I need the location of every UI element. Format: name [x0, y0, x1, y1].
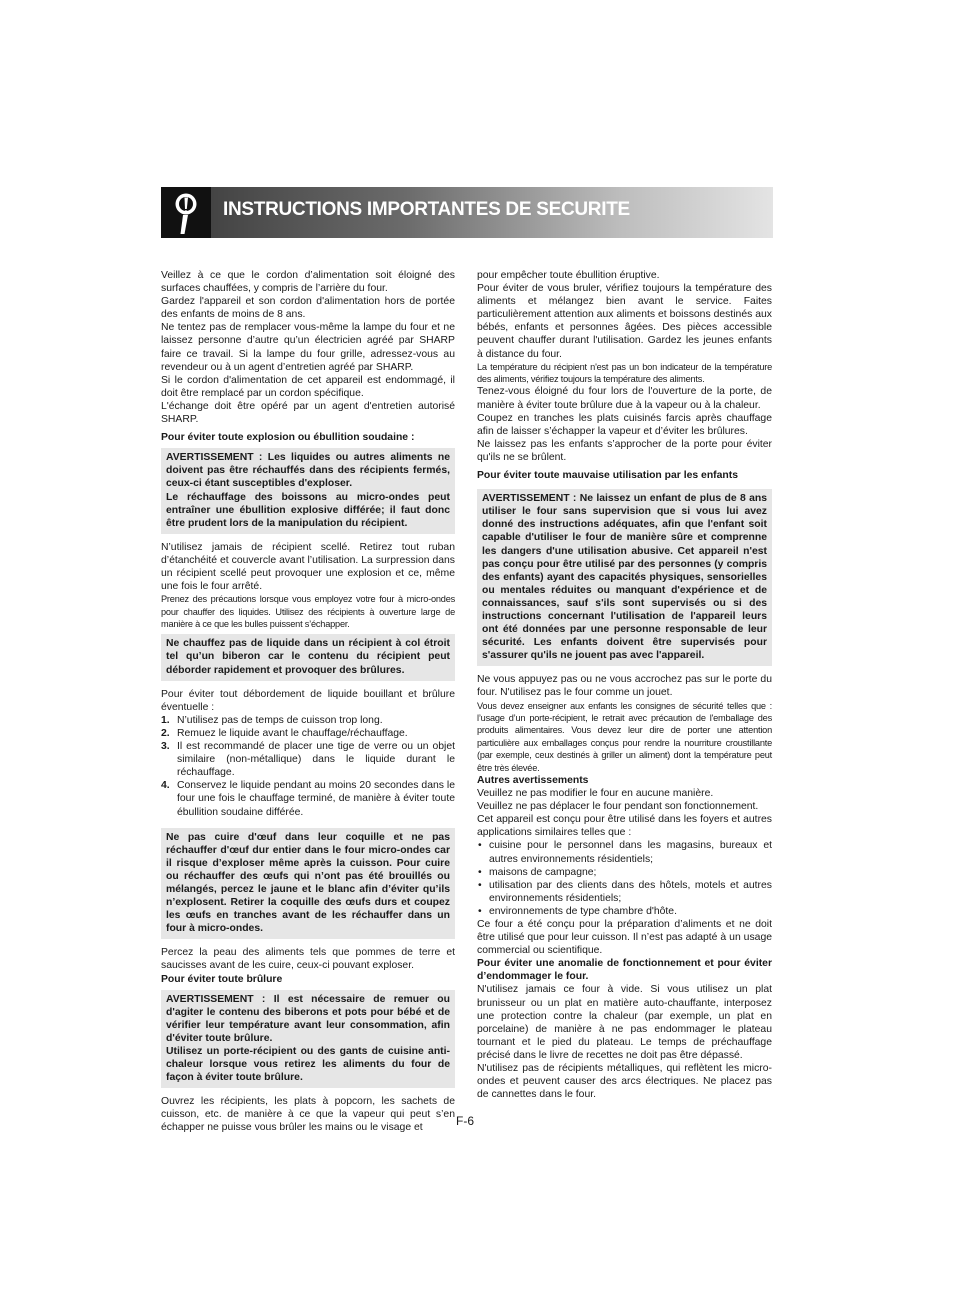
warning-text: AVERTISSEMENT : Il est nécessaire de remuer ou d'agiter le contenu des biberons et pots pour bébé et de vérifier leur température avant leur consommation, afin d'éviter toute brûlure. [166, 993, 450, 1044]
list-item [477, 839, 772, 865]
right-column [477, 269, 772, 1101]
warning-box [161, 990, 455, 1089]
list-item-text: cuisine pour le personnel dans les magasins, bureaux et autres environnements résidentiels; [489, 840, 772, 865]
section-heading: Pour éviter une anomalie de fonctionnement et pour éviter d’endommager le four. [477, 958, 772, 983]
warning-text: Ne pas cuire d'œuf dans leur coquille et ne pas réchauffer d'œuf dur entier dans le four micro-ondes car il risque d’exploser même après la cuisson. Pour cuire ou réchauffer des œufs qui n’ont pas été brouillés ou mélangés, percez le jaune et le blanc afin d’éviter qu’ils n’explosent. Retirer la coquille des œufs durs et coupez les œufs en tranches avant de les réchauffer dans un four à micro-ondes. [166, 831, 450, 935]
left-column [161, 269, 455, 1135]
paragraph: N'utilisez pas de récipients métalliques, qui reflètent les micro-ondes et peuvent causer des arcs électriques. Ne placez pas de cannettes dans le four. [477, 1063, 772, 1101]
paragraph: Ne vous appuyez pas ou ne vous accrochez pas sur le porte du four. N'utilisez pas le four comme un jouet. [477, 674, 772, 699]
section-heading: Pour éviter toute mauvaise utilisation par les enfants [477, 470, 738, 482]
numbered-list [161, 714, 455, 819]
warning-box [161, 448, 455, 534]
list-number: 1. [161, 714, 170, 726]
list-item [477, 905, 772, 918]
list-item [161, 740, 455, 779]
warning-text: Le réchauffage des boissons au micro-ondes peut entraîner une ébullition explosive différée; il faut donc être prudent lors de la manipulation du récipient. [166, 491, 450, 529]
paragraph: Veuillez ne pas modifier le four en aucune manière. [477, 788, 714, 800]
list-item-text: maisons de campagne; [489, 866, 597, 878]
bullet-list [477, 839, 772, 918]
page-number: F-6 [456, 1114, 474, 1128]
paragraph: N'utilisez jamais ce four à vide. Si vous utilisez un plat brunisseur ou un plat en matière auto-chauffante, interposez une protection contre la chaleur (par exemple, un plat en porcelaine) de manière à ne pas endommager le plateau tournant et le pied du plateau. Le temps de préchauffage précisé dans le livre de recettes ne doit pas être dépassé. [477, 984, 772, 1061]
list-item-text: N’utilisez pas de temps de cuisson trop long. [177, 714, 383, 726]
page-title: INSTRUCTIONS IMPORTANTES DE SECURITE [223, 199, 630, 220]
paragraph: Ne tentez pas de remplacer vous-même la lampe du four et ne laissez personne d’autre qu’un électricien agréé par SHARP faire ce travail. Si la lampe du four grille, adressez-vous au revendeur ou à un agent d’entretien agréé par SHARP. [161, 322, 455, 373]
bullet-icon: • [478, 840, 482, 852]
paragraph: Cet appareil est conçu pour être utilisé dans les foyers et autres applications similaires telles que : [477, 814, 772, 839]
paragraph: Ouvrez les récipients, les plats à popcorn, les sachets de cuisson, etc. de manière à ce que la vapeur qui peut s’en échapper ne puisse vous brûler les mains ou le visage et [161, 1096, 455, 1134]
list-item [161, 779, 455, 818]
warning-text: Ne chauffez pas de liquide dans un récipient à col étroit tel qu’un biberon car le contenu du récipient peut déborder rapidement et provoquer des brûlures. [166, 638, 450, 676]
list-item [477, 866, 772, 879]
warning-box [161, 828, 455, 940]
bullet-icon: • [478, 879, 482, 891]
list-item [161, 727, 455, 740]
paragraph: Vous devez enseigner aux enfants les consignes de sécurité telles que : l’usage d’un porte-récipient, le retrait avec précaution de l'emballage des produits alimentaires. Vous devez leur dire de porter une attention particulière aux emballages conçus pour rendre la nourriture croustillante (par exemple, ceux destinés à griller un aliment) dont la température peut être très élevée. [477, 700, 772, 773]
list-number: 2. [161, 727, 170, 739]
bullet-icon: • [478, 905, 482, 917]
paragraph: Veillez à ce que le cordon d’alimentation soit éloigné des surfaces chauffées, y compris de l’arrière du four. [161, 270, 455, 295]
warning-text: Utilisez un porte-récipient ou des gants de cuisine anti-chaleur lorsque vous retirez les aliments du four de façon à éviter toute brûlure. [166, 1046, 450, 1084]
list-item-text: Remuez le liquide avant le chauffage/réchauffage. [177, 727, 408, 739]
list-item [161, 714, 455, 727]
paragraph: L'échange doit être opéré par un agent d'entretien autorisé SHARP. [161, 400, 455, 426]
list-number: 3. [161, 741, 170, 753]
list-item [477, 879, 772, 905]
section-header [161, 187, 773, 238]
list-item-text: utilisation par des clients dans des hôtels, motels et autres environnements résidentiels; [489, 879, 772, 904]
paragraph: Ce four a été conçu pour la préparation d’aliments et ne doit être utilisé que pour leur cuisson. Il n’est pas adapté à un usage commercial ou scientifique. [477, 919, 772, 957]
warning-symbol-icon [172, 191, 200, 235]
warning-box [477, 489, 772, 666]
paragraph: Veuillez ne pas déplacer le four pendant son fonctionnement. [477, 801, 759, 813]
section-heading: Pour éviter toute explosion ou ébullition soudaine : [161, 432, 415, 444]
warning-text: AVERTISSEMENT : Les liquides ou autres aliments ne doivent pas être réchauffés dans des récipients fermés, ceux-ci étant susceptibles d'exploser. [166, 452, 450, 490]
section-heading: Pour éviter toute brûlure [161, 973, 283, 985]
paragraph: Pour éviter tout débordement de liquide bouillant et brûlure éventuelle : [161, 688, 455, 713]
warning-text: AVERTISSEMENT : Ne laissez un enfant de plus de 8 ans utiliser le four sans supervision que si vous lui avez donné des instructions adéquates, afin que l'enfant soit capable d'utiliser le four de manière sûre et comprenne les dangers d'une utilisation abusive. Cet appareil n'est pas conçu pour être utilisé par des personnes (y compris des enfants) ayant des capacités physiques, sensorielles ou mentales réduites ou manquant d'expérience et de connaissances, sauf s'ils sont supervisés ou si des instructions concernant l'utilisation de l'appareil leurs ont été données par une personne responsable de leur sécurité. Les enfants doivent être supervisés pour s'assurer qu'ils ne jouent pas avec l'appareil. [482, 493, 767, 662]
list-item-text: environnements de type chambre d'hôte. [489, 905, 677, 917]
bullet-icon: • [478, 866, 482, 878]
paragraph: Gardez l'appareil et son cordon d'alimentation hors de portée des enfants de moins de 8 ans. [161, 296, 455, 321]
paragraph: Prenez des précautions lorsque vous employez votre four à micro-ondes pour chauffer des liquides. Utilisez des récipients à ouverture large de manière à ce que les bulles puissent s’échapper. [161, 594, 455, 629]
paragraph: Coupez en tranches les plats cuisinés farcis après chauffage afin de laisser s’échapper la vapeur et d’éviter les brûlures. [477, 412, 772, 437]
paragraph: Percez la peau des aliments tels que pommes de terre et saucisses avant de les cuire, ceux-ci pouvant exploser. [161, 947, 455, 972]
paragraph: Pour éviter de vous bruler, vérifiez toujours la température des aliments et mélangez bien avant le service. Faites particulièrement attention aux aliments et boissons destinés aux bébés, enfants et personnes âgées. Des pièces accessible peuvent chauffer durant l'utilisation. Gardez les jeunes enfants à distance du four. [477, 283, 772, 360]
paragraph: Tenez-vous éloigné du four lors de l'ouverture de la porte, de manière à éviter toute brûlure due à la vapeur ou à la chaleur. [477, 386, 772, 411]
paragraph: Si le cordon d'alimentation de cet appareil est endommagé, il doit être remplacé par un cordon spécifique. [161, 374, 455, 399]
paragraph: La température du récipient n'est pas un bon indicateur de la température des aliments, vérifiez toujours la température des aliments. [477, 361, 772, 385]
warning-icon-box [161, 187, 211, 238]
paragraph: Ne laissez pas les enfants s’approcher de la porte pour éviter qu'ils ne se brûlent. [477, 438, 772, 463]
section-heading: Autres avertissements [477, 774, 589, 786]
paragraph: N’utilisez jamais de récipient scellé. Retirez tout ruban d’étanchéité et couvercle avant l’utilisation. La surpression dans un récipient scellé peut provoquer une explosion et ce, même une fois le four arrêté. [161, 541, 455, 593]
list-item-text: Conservez le liquide pendant au moins 20 secondes dans le four une fois le chauffage terminé, de manière à éviter toute ébullition soudaine différée. [177, 780, 455, 818]
warning-box [161, 634, 455, 680]
list-item-text: Il est recommandé de placer une tige de verre ou un objet similaire (non-métallique) dans le liquide durant le réchauffage. [177, 741, 455, 779]
paragraph: pour empêcher toute ébullition éruptive. [477, 270, 660, 281]
list-number: 4. [161, 780, 170, 792]
